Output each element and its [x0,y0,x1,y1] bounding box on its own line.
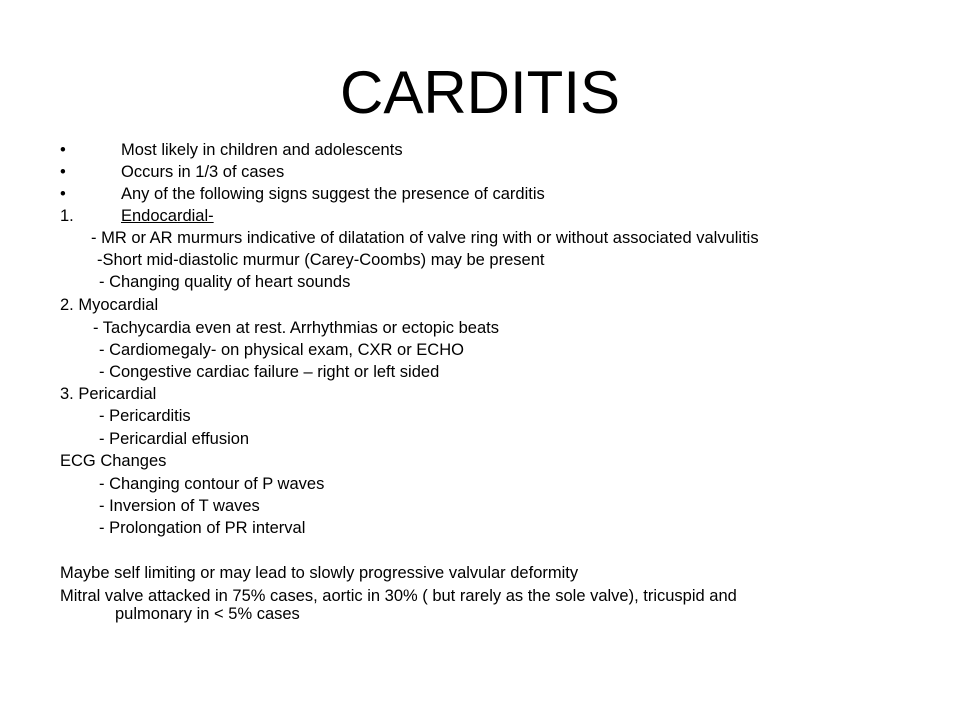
pericardial-item: - Pericardial effusion [99,430,250,448]
ecg-item: - Changing contour of P waves [99,475,325,493]
endocardial-heading: Endocardial- [121,207,214,225]
myocardial-item: - Cardiomegaly- on physical exam, CXR or ECHO [99,341,464,359]
myocardial-heading: 2. Myocardial [60,296,159,314]
self-limiting-note: Maybe self limiting or may lead to slowly progressive valvular deformity [60,564,579,582]
myocardial-item: - Tachycardia even at rest. Arrhythmias or ectopic beats [93,319,499,337]
bullet-text: Occurs in 1/3 of cases [121,163,285,181]
ecg-heading: ECG Changes [60,452,167,470]
mitral-note-line1: Mitral valve attacked in 75% cases, aortic in 30% ( but rarely as the sole valve), tricuspid and [60,587,737,605]
pericardial-heading: 3. Pericardial [60,385,157,403]
endocardial-item: - MR or AR murmurs indicative of dilatation of valve ring with or without associated valvulitis [91,229,759,247]
bullet-marker: • [60,185,66,203]
section-number: 1. [60,207,74,225]
slide-title: CARDITIS [339,59,621,126]
bullet-marker: • [60,163,66,181]
endocardial-item: - Changing quality of heart sounds [99,273,351,291]
bullet-text: Most likely in children and adolescents [121,141,403,159]
bullet-text: Any of the following signs suggest the presence of carditis [121,185,545,203]
ecg-item: - Prolongation of PR interval [99,519,306,537]
pericardial-item: - Pericarditis [99,407,191,425]
bullet-marker: • [60,141,66,159]
endocardial-item: -Short mid-diastolic murmur (Carey-Coombs) may be present [97,251,545,269]
ecg-item: - Inversion of T waves [99,497,260,515]
mitral-note-line2: pulmonary in < 5% cases [115,605,300,623]
myocardial-item: - Congestive cardiac failure – right or left sided [99,363,440,381]
